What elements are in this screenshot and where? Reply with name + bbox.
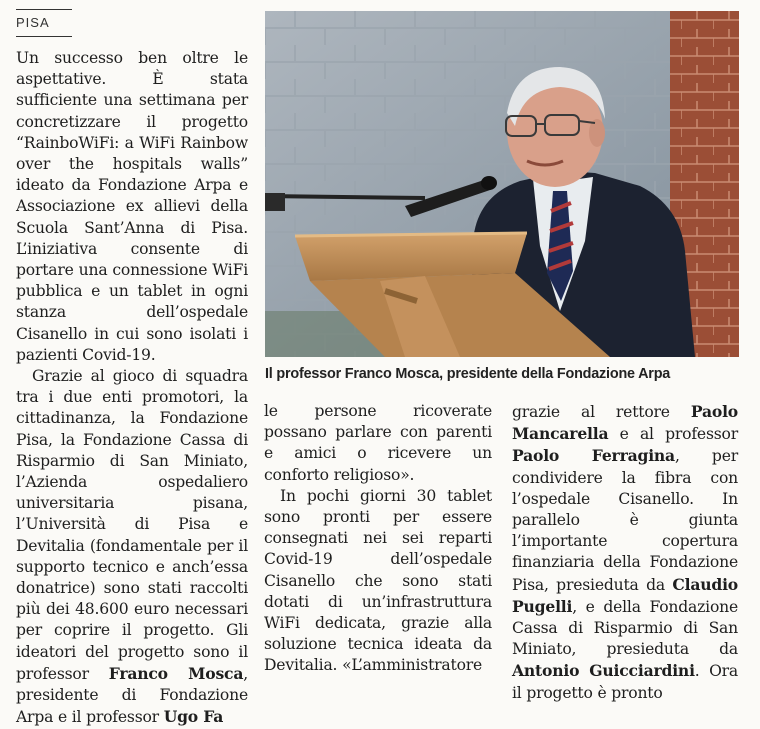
person-name: Paolo Mancarella (512, 402, 738, 444)
paragraph: Un successo ben oltre le aspettative. È stata sufficiente una settimana per concretizzare il progetto “RainboWiFi: a WiFi Rainbow over the hospitals walls” ideato da Fondazione Arpa e Associazione ex allievi della Scuola Sant’Anna di Pisa. L’iniziativa consente di portare una connessione WiFi pubblica e un tablet in ogni stanza dell’ospedale Cisanello in cui sono isolati i pazienti Covid-19. (16, 49, 248, 364)
person-name: Antonio Guicciardini (512, 661, 695, 681)
paragraph: In pochi giorni 30 tablet sono pronti per essere consegnati nei sei reparti Covid-19 dell’ospedale Cisanello che sono stati dotati di un’infrastruttura WiFi dedicata, grazie alla soluzione tecnica ideata da Devitalia. «L’amministratore (264, 486, 492, 675)
paragraph: le persone ricoverate possano parlare con parenti e amici o ricevere un conforto religioso». (264, 402, 492, 484)
person-name: Claudio Pugelli (512, 574, 738, 616)
paragraph: grazie al rettore Paolo Mancarella e al professor Paolo Ferragina, per condividere la fibra con l’ospedale Cisanello. In parallelo è giunta l’importante copertura finanziaria della Fondazione Pisa, presieduta da Claudio Pugelli, e della Fondazione Cassa di Risparmio di San Miniato, presieduta da Antonio Guicciardini. Ora il progetto è pronto (512, 402, 739, 702)
article-column-3 (512, 401, 738, 704)
person-name: Paolo Ferragina (512, 446, 675, 466)
article-photo (265, 11, 739, 357)
paragraph: Grazie al gioco di squadra tra i due enti promotori, la cittadinanza, la Fondazione Pisa, la Fondazione Cassa di Risparmio di San Miniato, l’Azienda ospedaliero universitaria pisana, l’Università di Pisa e Devitalia (fondamentale per il supporto tecnico e anch’essa donatrice) sono stati raccolti più dei 48.600 euro necessari per coprire il progetto. Gli ideatori del progetto sono il professor Franco Mosca, presidente di Fondazione Arpa e il professor Ugo Fa (16, 367, 248, 727)
photo-caption: Il professor Franco Mosca, presidente della Fondazione Arpa (265, 366, 671, 382)
article-column-1 (16, 48, 248, 729)
section-rule-bottom (16, 36, 72, 37)
section-rule-top (16, 9, 72, 10)
person-name: Ugo Fa (163, 707, 224, 727)
section-label: PISA (16, 15, 50, 30)
article-column-2 (264, 401, 492, 677)
person-name: Franco Mosca (108, 663, 244, 683)
photo-illustration (265, 11, 739, 357)
